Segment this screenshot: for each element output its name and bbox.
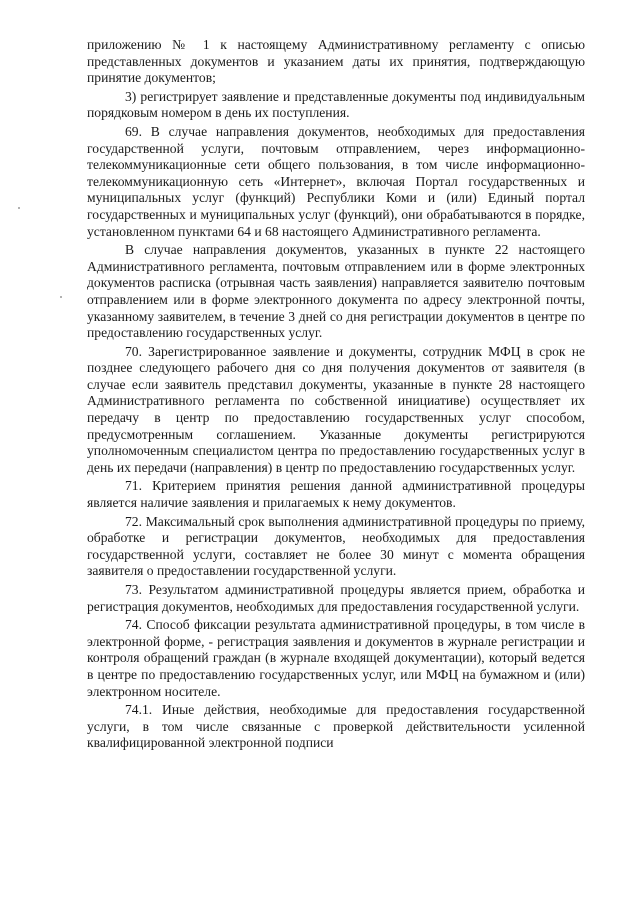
paragraph-72: 72. Максимальный срок выполнения административной процедуры по приему, обработке и регистрации документов, необходимых для предоставления государственной услуги, составляет не более 30 минут с момента обращения заявителя о предоставлении государственной услуги. — [87, 513, 585, 579]
scan-speck — [60, 296, 62, 298]
paragraph-70: 70. Зарегистрированное заявление и документы, сотрудник МФЦ в срок не позднее следующего рабочего дня со дня получения документов от заявителя (в случае если заявитель представил документы, указанные в пункте 28 настоящего Административного регламента по собственной инициативе) осуществляет их передачу в центр по предоставлению государственных услуг способом, предусмотренным соглашением. Указанные документы регистрируются уполномоченным специалистом центра по предоставлению государственных услуг в день их передачи (направления) в центр по предоставлению государственных услуг. — [87, 343, 585, 475]
paragraph-74: 74. Способ фиксации результата административной процедуры, в том числе в электронной форме, - регистрация заявления и документов в журнале регистрации и контроля обращений граждан (в журнале входящей документации), который ведется в центре по предоставлению государственных услуг, или МФЦ на бумажном и (или) электронном носителе. — [87, 617, 585, 699]
paragraph-69-receipt: В случае направления документов, указанных в пункте 22 настоящего Административного регламента, почтовым отправлением или в форме электронных документов расписка (отрывная часть заявления) направляется заявителю почтовым отправлением или в форме электронного документа по адресу электронной почты, указанному заявителем, в течение 3 дней со дня регистрации документов в центре по предоставлению государственных услуг. — [87, 242, 585, 341]
paragraph-69: 69. В случае направления документов, необходимых для предоставления государственной услуги, почтовым отправлением, через информационно-телекоммуникационные сети общего пользования, в том числе информационно-телекоммуникационную сеть «Интернет», включая Портал государственных и муниципальных услуг (функций) Республики Коми и (или) Единый портал государственных и муниципальных услуг (функций), они обрабатываются в порядке, установленном пунктами 64 и 68 настоящего Административного регламента. — [87, 123, 585, 239]
paragraph-continuation: приложению № 1 к настоящему Административному регламенту с описью представленных документов и указанием даты их принятия, подтверждающую принятие документов; — [87, 37, 585, 86]
paragraph-item-3: 3) регистрирует заявление и представленные документы под индивидуальным порядковым номером в день их поступления. — [87, 88, 585, 121]
document-body — [87, 37, 585, 754]
paragraph-73: 73. Результатом административной процедуры является прием, обработка и регистрация документов, необходимых для предоставления государственной услуги. — [87, 582, 585, 614]
scan-speck — [18, 207, 20, 209]
paragraph-71: 71. Критерием принятия решения данной административной процедуры является наличие заявления и прилагаемых к нему документов. — [87, 478, 585, 511]
paragraph-74-1: 74.1. Иные действия, необходимые для предоставления государственной услуги, в том числе связанные с проверкой действительности усиленной квалифицированной электронной подписи — [87, 702, 585, 751]
